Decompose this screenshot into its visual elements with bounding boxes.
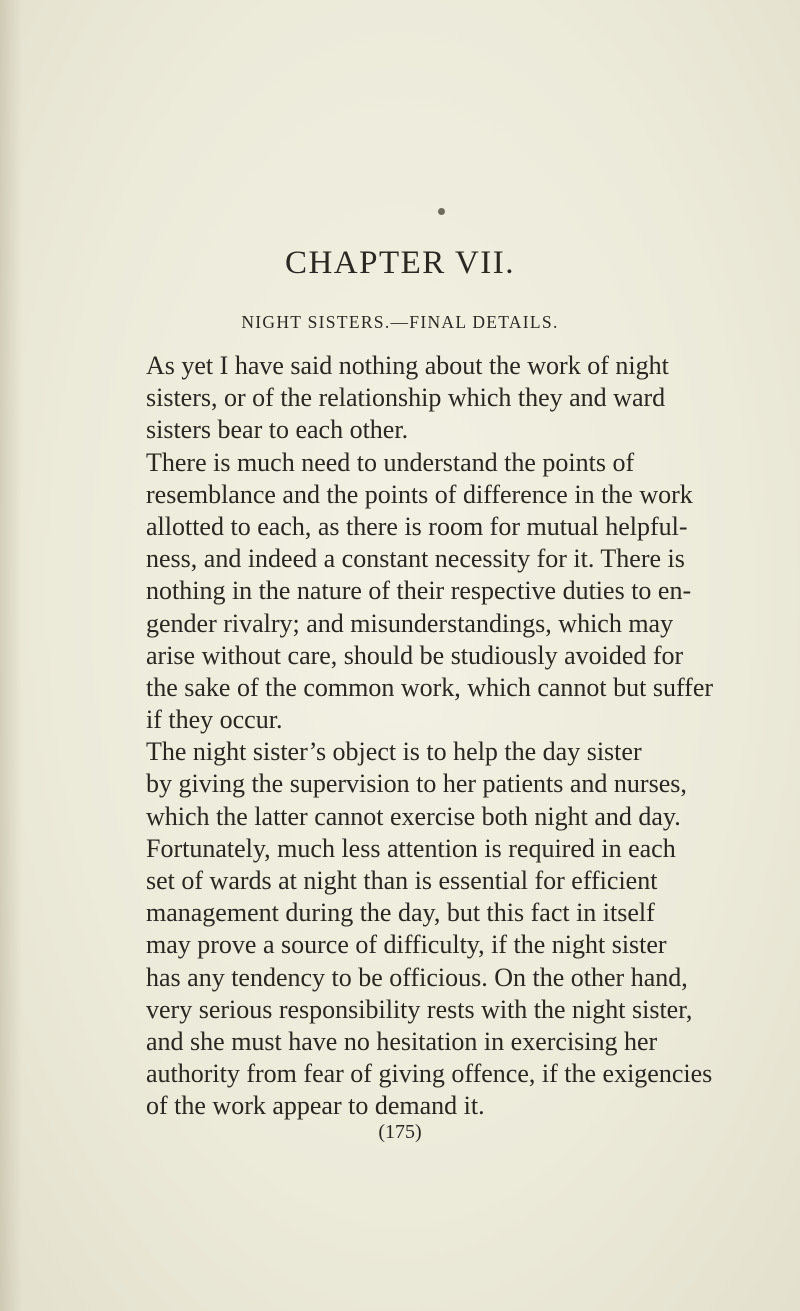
body-text [146, 350, 794, 1123]
text-line: sisters bear to each other. [146, 415, 409, 445]
page-gutter-shadow [0, 0, 22, 1311]
text-line: very serious responsibility rests with the night sister, [146, 994, 693, 1024]
text-line: by giving the supervision to her patients and nurses, [146, 769, 687, 799]
text-line: the sake of the common work, which cannot but suffer [146, 672, 714, 702]
text-line: which the latter cannot exercise both night and day. [146, 801, 681, 831]
text-line: management during the day, but this fact in itself [146, 898, 655, 928]
text-line: authority from fear of giving offence, if the exigencies [146, 1059, 713, 1089]
text-line: sisters, or of the relationship which they and ward [146, 383, 666, 413]
text-line: gender rivalry; and misunderstandings, which may [146, 608, 674, 638]
page-number: (175) [378, 1121, 422, 1143]
text-line: arise without care, should be studiously avoided for [146, 640, 684, 670]
chapter-title: CHAPTER VII. [284, 245, 516, 281]
text-line: has any tendency to be officious. On the other hand, [146, 962, 688, 992]
text-line: allotted to each, as there is room for mutual helpful- [146, 511, 688, 541]
text-line: set of wards at night than is essential for efficient [146, 866, 658, 895]
text-line: nothing in the nature of their respective duties to en- [146, 576, 692, 606]
text-line: There is much need to understand the points of [146, 447, 635, 477]
text-line: and she must have no hesitation in exercising her [146, 1026, 658, 1056]
text-line: resemblance and the points of difference in the work [146, 479, 693, 509]
chapter-subtitle: NIGHT SISTERS.—FINAL DETAILS. [241, 312, 559, 332]
text-line: may prove a source of difficulty, if the night sister [146, 930, 667, 960]
text-line: if they occur. [146, 705, 283, 735]
text-line: ness, and indeed a constant necessity for it. There is [146, 544, 685, 574]
text-line: The night sister’s object is to help the day sister [146, 737, 642, 767]
text-line: Fortunately, much less attention is required in each [146, 833, 676, 863]
text-line: As yet I have said nothing about the work of night [146, 351, 669, 380]
ink-spot [438, 208, 445, 215]
text-line: of the work appear to demand it. [146, 1091, 485, 1121]
